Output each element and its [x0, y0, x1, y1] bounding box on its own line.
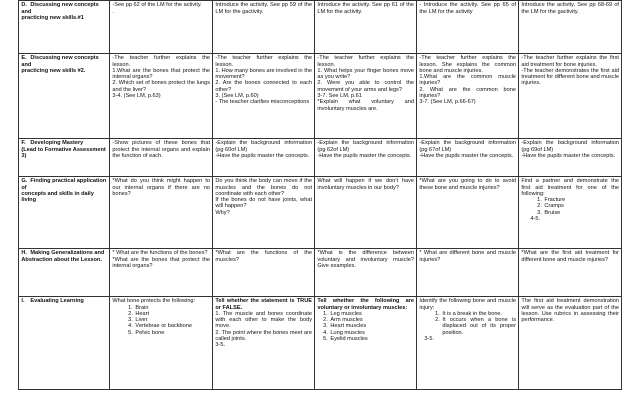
row-label: G. Finding practical application of concepts and skills in daily living [19, 177, 110, 249]
cell: Introduce the activity. See pp 68-69 of the LM for the gactivity. [519, 1, 622, 54]
cell: -The teacher further explains the lesson. She explains the common bone and muscle injuries. 1.What are the common muscle injuries? 2. What are the common bone injuries? 3-7. (See LM, p.66-67) [417, 54, 519, 139]
list-item: 5. Eyelid muscles [329, 336, 414, 342]
cell: What bone protects the following: 1. Brain 2. Heart 3. Liver 4. Vertebrae or backbone 5. Pelvic bone [110, 297, 213, 390]
cell: -The teacher further explains the lesson. 1. What helps your finger bones move as you write? 2. Were you able to control the movement of your arms and legs? 3-7. See LM, p.61 *Explain what voluntary and involuntary muscles are. [315, 54, 417, 139]
list-item: 2. Cramps [543, 203, 619, 209]
cell: * What are different bone and muscle injuries? [417, 249, 519, 297]
list-item: 2. Arm muscles [329, 317, 414, 323]
cell: Find a partner and demonstrate the first aid treatment for one of the following: 1. Fracture 2. Cramps 3. Bruise 4-5. [519, 177, 622, 249]
cell: -Explain the background information (pg 62of LM) -Have the pupils master the concepts. [315, 139, 417, 177]
list-item: 1. Fracture [543, 197, 619, 203]
cell: *What is the difference between voluntary and involuntary muscle? Give examples. [315, 249, 417, 297]
cell: -The teacher further explains the lesson. 1. How many bones are involved in the movement? 2. Are the bones connected to each other? 3. (See LM, p.60) - The teacher clarifies misconceptions [213, 54, 315, 139]
list-item: 2. It occurs when a bone is displaced out of its proper position. [441, 317, 516, 336]
cell: What will happen if we don't have involuntary muscles in our body? [315, 177, 417, 249]
cell: -See pp 62 of the LM for the activity. . [110, 1, 213, 54]
list-item: 1. It is a break in the bone. [441, 311, 516, 317]
cell: Introduce the activity. See pp 59 of the LM for the gactivity. [213, 1, 315, 54]
list-item: 5. Pelvic bone [134, 330, 210, 336]
list-item: 2. Heart [134, 311, 210, 317]
row-g [19, 177, 622, 249]
row-label: I. Evaluating Learning [19, 297, 110, 390]
list-item: 1. Brain [134, 305, 210, 311]
cell: Tell whether the following are voluntary or involuntary muscles: 1. Leg muscles 2. Arm muscles 3. Heart muscles 4. Lung muscles 5. Eyelid muscles [315, 297, 417, 390]
cell: *What do you think might happen to our internal organs if there are no bones? [110, 177, 213, 249]
row-d [19, 1, 622, 54]
list-item: 3. Heart muscles [329, 323, 414, 329]
cell: -The teacher further explains the lesson. 1.What are the bones that protect the internal organs? 2. Which set of bones protect the lungs and the liver? 3-4. (See LM, p.63) [110, 54, 213, 139]
cell: Do you think the body can move if the muscles and the bones do not coordinate with each other? If the bones do not have joints, what will happen? Why? [213, 177, 315, 249]
row-label: F. Developing Mastery (Lead to Formative Assessment 3) [19, 139, 110, 177]
list-item: 1. Leg muscles [329, 311, 414, 317]
row-label: E. Discussing new concepts and practicing new skills #2. [19, 54, 110, 139]
cell: *What are you going to do to avoid these bone and muscle injuries? [417, 177, 519, 249]
list-item: 4. Lung muscles [329, 330, 414, 336]
cell: *What are the functions of the muscles? [213, 249, 315, 297]
cell: -Explain the background information (pg 60of LM) -Have the pupils master the concepts. [213, 139, 315, 177]
cell: -Explain the background information (pg 67of LM) -Have the pupils master the concepts. [417, 139, 519, 177]
cell: -The teacher further explains the first aid treatment for bone injuries. -The teacher demonstrates the first aid treatment for different bone and muscle injuries. [519, 54, 622, 139]
cell: -Show pictures of these bones that protect the internal organs and explain the function of each. [110, 139, 213, 177]
cell: Tell whether the statement is TRUE or FALSE. 1. The muscle and bones coordinate with each other to make the body move. 2. The point where the bones meet are called joints. 3-5. [213, 297, 315, 390]
row-f [19, 139, 622, 177]
row-e [19, 54, 622, 139]
cell: Identify the following bone and muscle injury: 1. It is a break in the bone. 2. It occurs when a bone is displaced out of its proper position. 3-5. [417, 297, 519, 390]
lesson-plan-table [18, 0, 622, 390]
row-h [19, 249, 622, 297]
cell: * What are the functions of the bones? *What are the bones that protect the internal organs? [110, 249, 213, 297]
row-label: H. Making Generalizations and Abstraction about the Lesson. [19, 249, 110, 297]
list-item: 3. Bruise [543, 210, 619, 216]
row-label: D. Discussing new concepts and practicing new skills.#1 [19, 1, 110, 54]
row-i [19, 297, 622, 390]
cell: -Explain the background information (pg 69of LM) -Have the pupils master the concepts. [519, 139, 622, 177]
list-item: 4. Vertebrae or backbone [134, 323, 210, 329]
cell: - Introduce the activity. See pp 65 of the LM for the activity [417, 1, 519, 54]
cell: Introduce the activity. See pp 61 of the LM for the activity. [315, 1, 417, 54]
cell: The first aid treatment demonstration will serve as the evaluation part of the lesson. Use rubrics in assessing their performance. [519, 297, 622, 390]
list-item: 3. Liver [134, 317, 210, 323]
cell: *What are the first aid treatment for different bone and muscle injuries? [519, 249, 622, 297]
